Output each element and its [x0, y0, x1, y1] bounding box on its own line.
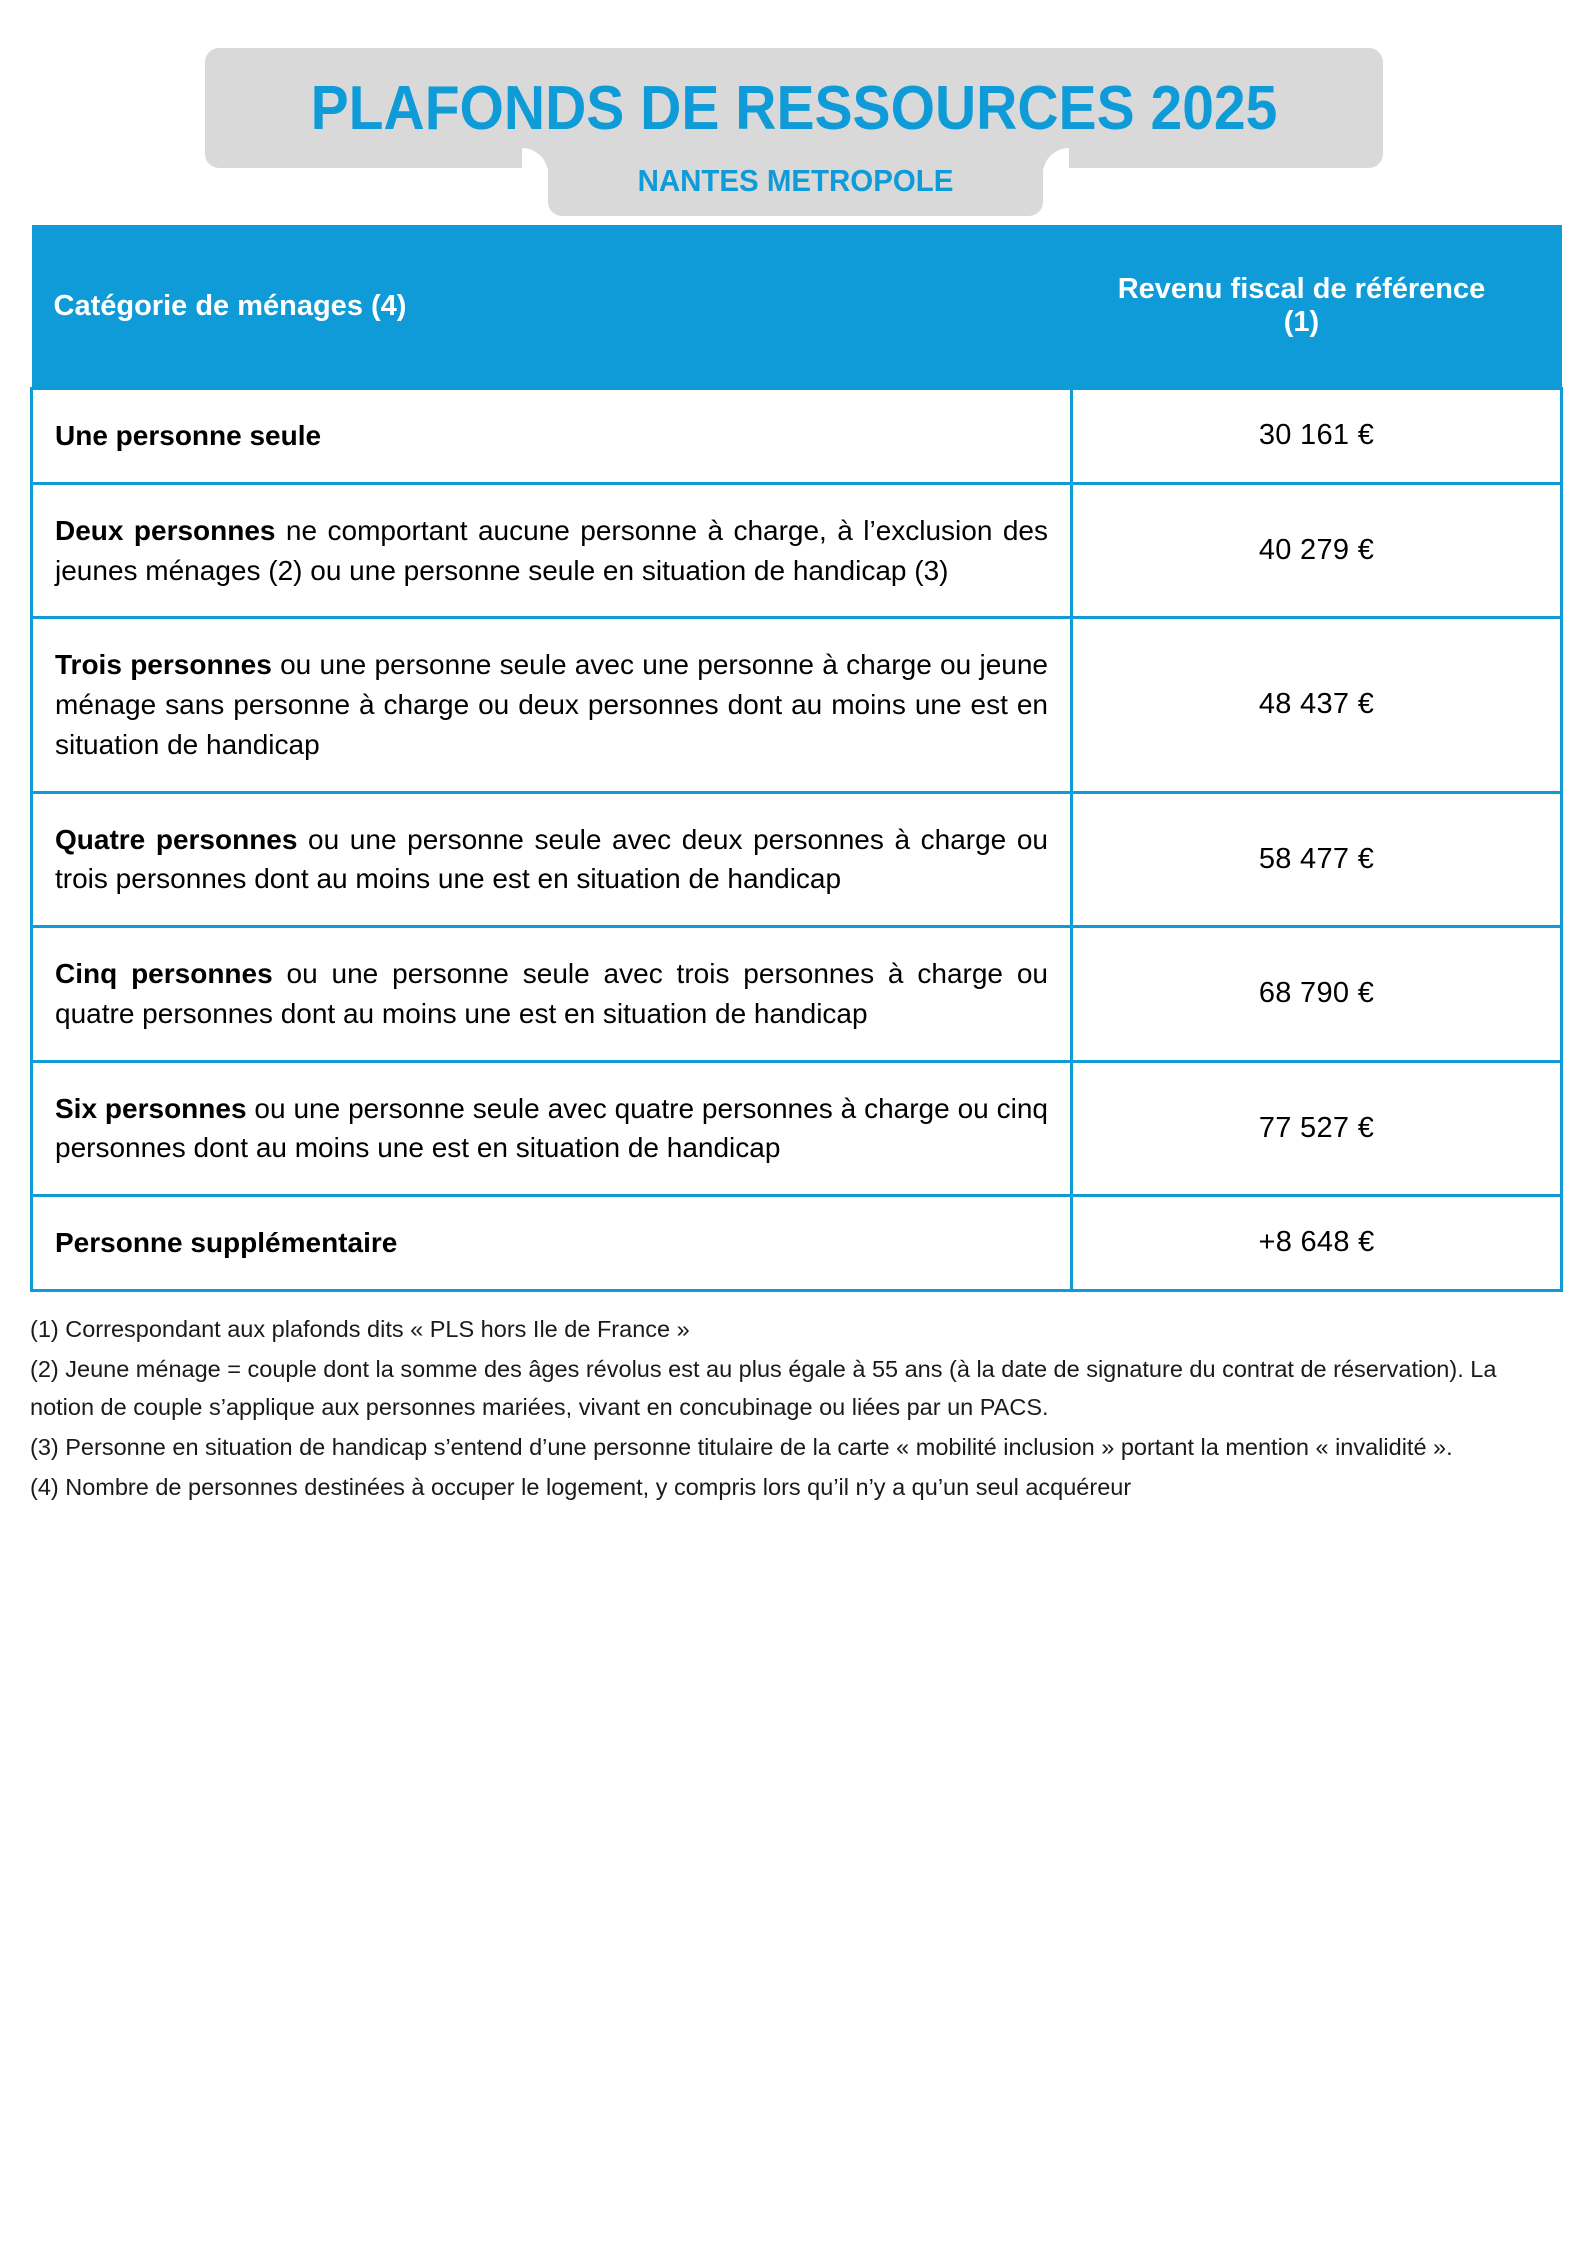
- footnote-item: (2) Jeune ménage = couple dont la somme des âges révolus est au plus égale à 55 ans (à la date de signature du contrat de réservation). La notion de couple s’applique aux personnes mariées, vivant en concubinage ou liées par un PACS.: [30, 1355, 1497, 1420]
- page-subtitle: NANTES METROPOLE: [637, 163, 954, 198]
- table-row: [32, 927, 1562, 1062]
- category-lead-label: Quatre personnes: [55, 823, 298, 855]
- cell-category: [32, 618, 1072, 792]
- plafonds-table: [30, 225, 1563, 1292]
- category-lead-label: Six personnes: [55, 1092, 247, 1124]
- page-title: PLAFONDS DE RESSOURCES 2025: [310, 73, 1278, 143]
- cell-category: [32, 1196, 1072, 1291]
- plafonds-table-container: [30, 225, 1561, 1292]
- category-detail-text: ou une personne seule avec deux personnes à charge ou trois personnes dont au moins une est en situation de handicap: [55, 823, 1048, 895]
- table-body: [32, 389, 1562, 1291]
- cell-category: [32, 1061, 1072, 1196]
- cell-value: 30 161 €: [1072, 389, 1562, 484]
- table-header-row: [32, 225, 1562, 389]
- cell-category: [32, 792, 1072, 927]
- cell-value: 77 527 €: [1072, 1061, 1562, 1196]
- category-lead-label: Une personne seule: [55, 420, 322, 451]
- category-lead-label: Cinq personnes: [55, 958, 273, 989]
- category-detail-text: ou une personne seule avec une personne à charge ou jeune ménage sans personne à charge ou deux personnes dont au moins une est en situation de handicap: [55, 649, 1049, 760]
- footnote-item: (3) Personne en situation de handicap s’entend d’une personne titulaire de la carte « mobilité inclusion » portant la mention « invalidité ».: [30, 1433, 1453, 1460]
- table-row: [32, 389, 1562, 484]
- category-detail-text: ou une personne seule avec trois personnes à charge ou quatre personnes dont au moins une est en situation de handicap: [55, 958, 1048, 1029]
- cell-value: 58 477 €: [1072, 792, 1562, 927]
- footnote-item: (1) Correspondant aux plafonds dits « PLS hors Ile de France »: [30, 1315, 690, 1342]
- category-lead-label: Deux personnes: [55, 514, 276, 546]
- cell-value: +8 648 €: [1072, 1196, 1562, 1291]
- cell-value: 48 437 €: [1072, 618, 1562, 792]
- cell-category: [32, 389, 1072, 484]
- category-detail-text: ne comportant aucune personne à charge, à l’exclusion des jeunes ménages (2) ou une personne seule en situation de handicap (3): [55, 514, 1048, 586]
- table-row: [32, 618, 1562, 792]
- cell-value: 40 279 €: [1072, 483, 1562, 618]
- table-row: [32, 792, 1562, 927]
- category-lead-label: Trois personnes: [55, 649, 272, 681]
- table-row: [32, 1061, 1562, 1196]
- table-row: [32, 1196, 1562, 1291]
- cell-category: [32, 483, 1072, 618]
- category-detail-text: ou une personne seule avec quatre personnes à charge ou cinq personnes dont au moins une est en situation de handicap: [55, 1092, 1048, 1164]
- document-header: [0, 0, 1587, 225]
- footnotes-block: [30, 1310, 1560, 1506]
- category-lead-label: Personne supplémentaire: [55, 1227, 398, 1258]
- footnote-item: (4) Nombre de personnes destinées à occuper le logement, y compris lors qu’il n’y a qu’un seul acquéreur: [30, 1474, 1132, 1500]
- column-header-value: Revenu fiscal de référence (1): [1072, 225, 1562, 389]
- cell-value: 68 790 €: [1072, 927, 1562, 1062]
- column-header-category: Catégorie de ménages (4): [32, 225, 1072, 389]
- table-header: [32, 225, 1562, 389]
- cell-category: [32, 927, 1072, 1062]
- table-row: [32, 483, 1562, 618]
